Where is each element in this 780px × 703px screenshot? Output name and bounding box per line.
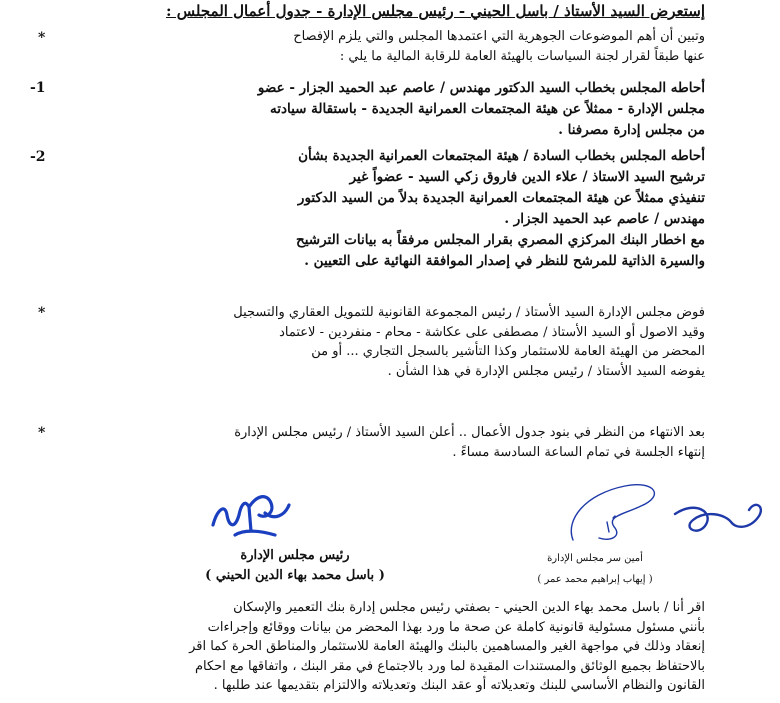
nomination-paragraph [85,146,705,272]
text-line: بالاحتفاظ بجميع الوثائق والمستندات المقيدة لما ورد بالاجتماع في مقر البنك ، واتفاقها مع احكام [195,658,705,674]
text-line: مهندس / عاصم عبد الحميد الجزار . [504,211,705,227]
text-line: يفوضه السيد الأستاذ / رئيس مجلس الإدارة في هذا الشأن . [387,363,705,379]
signatory-name: ( باسل محمد بهاء الدين الحيني ) [205,568,385,583]
text-line: إنتهاء الجلسة في تمام الساعة السادسة مساءً . [452,444,705,460]
signatory-title: أمين سر مجلس الإدارة [547,553,643,564]
text-line: وتبين أن أهم الموضوعات الجوهرية التي اعتمدها المجلس والتي يلزم الإفصاح [293,29,705,44]
text-line: المحضر من الهيئة العامة للاستثمار وكذا التأشير بالسجل التجاري ... أو من [311,344,705,359]
signatory-name: ( إيهاب إبراهيم محمد عمر ) [537,574,653,585]
text-line: اقر أنا / باسل محمد بهاء الدين الحيني - بصفتي رئيس مجلس إدارة بنك التعمير والإسكان [233,600,705,615]
item-number: -2 [30,149,46,165]
declaration-paragraph [85,598,705,696]
signatory-title: رئيس مجلس الإدارة [240,548,350,563]
bullet-marker: * [38,425,46,441]
bullet-marker: * [38,305,46,321]
text-line: فوض مجلس الإدارة السيد الأستاذ / رئيس المجموعة القانونية للتمويل العقاري والتسجيل [233,305,705,320]
text-line: بأنني مسئول مسئولية قانونية كاملة عن صحة ما ورد بهذا المحضر من بيانات ووقائع وإجراءات [207,619,705,635]
resignation-paragraph [85,78,705,141]
text-line: أحاطه المجلس بخطاب السيد الدكتور مهندس / عاصم عبد الحميد الجزار - عضو [257,80,705,96]
item-number: -1 [30,80,46,96]
text-line: وقيد الاصول أو السيد الأستاذ / مصطفى على عكاشة - محام - منفردين - لاعتماد [279,324,705,340]
text-line: والسيرة الذاتية للمرشح للنظر في إصدار الموافقة النهائية على التعيين . [304,253,705,269]
text-line: أحاطه المجلس بخطاب السادة / هيئة المجتمعات العمرانية الجديدة بشأن [298,148,705,164]
text-line: مع اخطار البنك المركزي المصري بقرار المجلس مرفقاً به بيانات الترشيح [295,232,705,248]
bullet-marker: * [38,30,46,46]
text-line: تنفيذي ممثلاً عن هيئة المجتمعات العمرانية الجديدة بدلاً من السيد الدكتور [297,190,705,206]
text-line: القانون والنظام الأساسي للبنك وتعديلاته أو عقد البنك وتعديلاته والالتزام بتقديمها عند طلبها . [213,678,705,693]
session-end-paragraph [85,423,705,462]
authorization-paragraph [85,303,705,381]
agenda-heading: إستعرض السيد الأستاذ / باسل الحيني - رئيس مجلس الإدارة - جدول أعمال المجلس : [166,2,705,20]
text-line: عنها طبقاً لقرار لجنة السياسات بالهيئة العامة للرقابة المالية ما يلي : [339,48,705,64]
intro-paragraph [85,27,705,66]
text-line: مجلس الإدارة - ممثلاً عن هيئة المجتمعات العمرانية الجديدة - باستقالة سيادته [269,101,705,117]
text-line: من مجلس إدارة مصرفنا . [558,122,705,138]
text-line: ترشيح السيد الاستاذ / علاء الدين فاروق زكي السيد - عضواً غير [349,169,705,185]
text-line: إنعقاد وذلك في مواجهة الغير والمساهمين بالبنك والهيئة العامة للاستثمار والمناطق الحرة كما اقر [189,639,705,654]
text-line: بعد الانتهاء من النظر في بنود جدول الأعمال .. أعلن السيد الأستاذ / رئيس مجلس الإدارة [234,425,705,440]
secretary-signature-block [520,553,670,585]
chairman-signature [205,485,295,545]
chairman-signature-block [195,548,395,583]
